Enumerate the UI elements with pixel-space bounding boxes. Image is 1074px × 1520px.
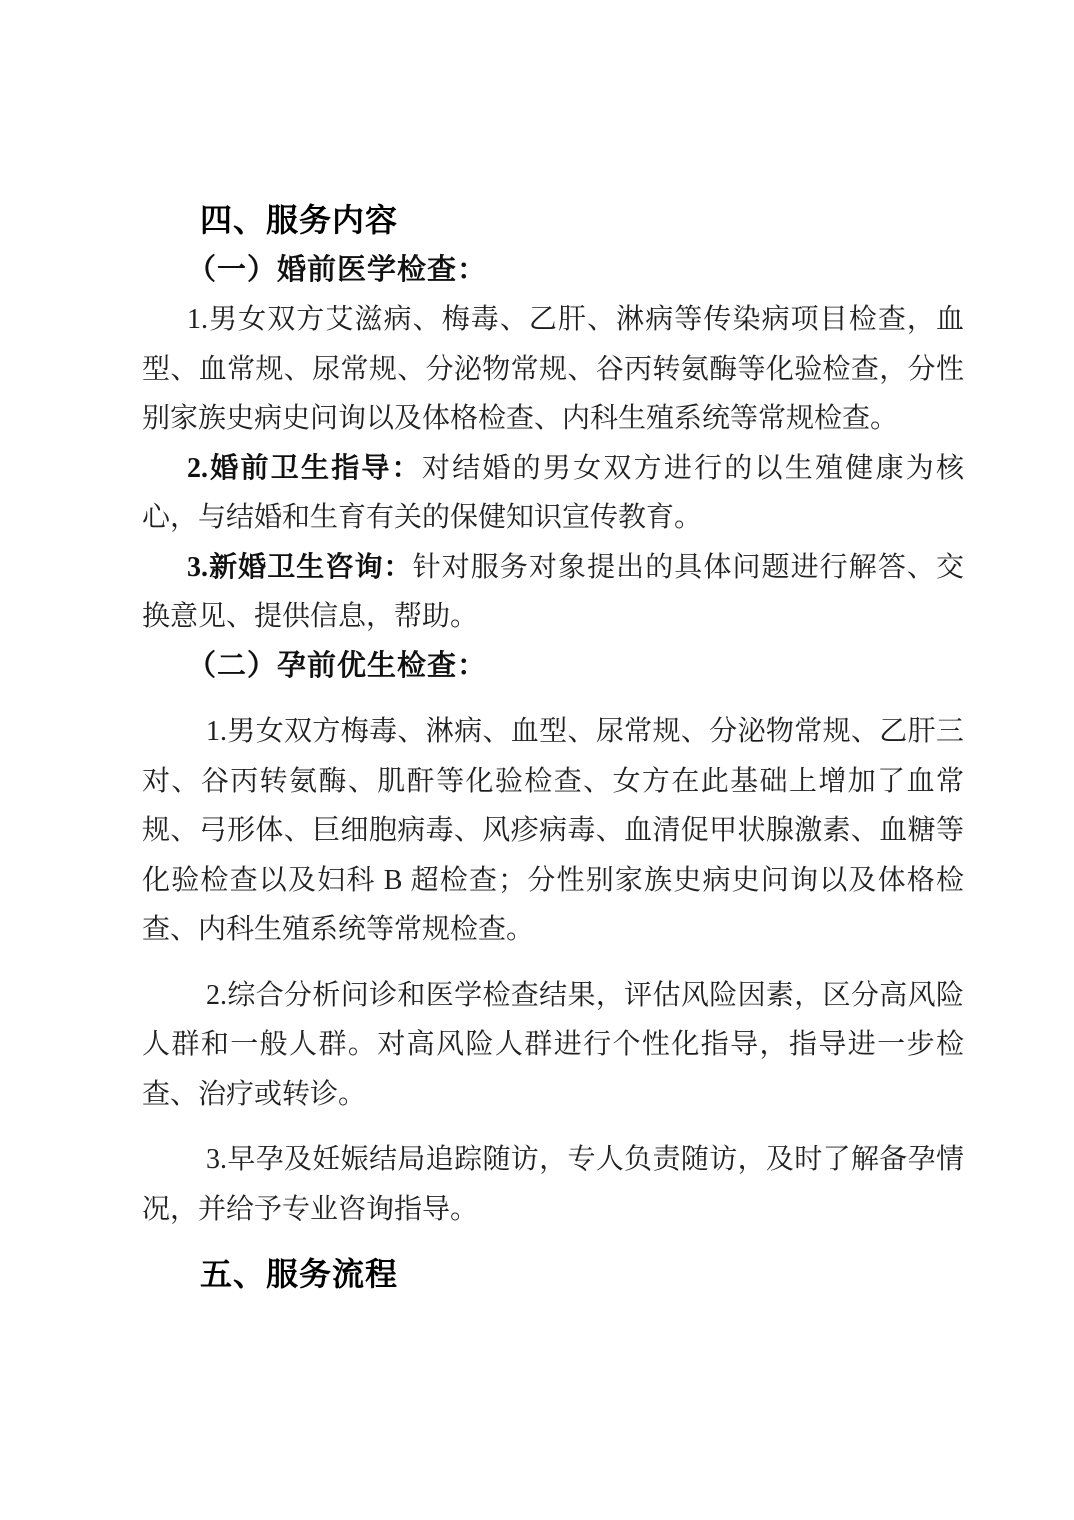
para-preconception-exam-items bbox=[142, 707, 964, 955]
subheading-premarital-medical-exam: （一）婚前医学检查： bbox=[187, 253, 488, 286]
para-risk-assessment bbox=[142, 971, 964, 1120]
document-content bbox=[142, 196, 964, 1300]
para-premarital-exam-items bbox=[142, 295, 964, 444]
para-lead: 3.新婚卫生咨询： bbox=[187, 551, 413, 583]
section-heading-service-content: 四、服务内容 bbox=[200, 202, 399, 238]
para-text: 对结婚的男女双方进行的以生殖健康为核心，与结婚和生育有关的保健知识宣传教育。 bbox=[142, 452, 964, 533]
para-text: 2.综合分析问诊和医学检查结果，评估风险因素，区分高风险人群和一般人群。对高风险人群进行个性化指导，指导进一步检查、治疗或转诊。 bbox=[142, 979, 964, 1110]
para-lead: 2.婚前卫生指导： bbox=[187, 452, 422, 484]
para-newlywed-health-consultation bbox=[142, 543, 964, 642]
section-heading-service-process: 五、服务流程 bbox=[200, 1256, 399, 1292]
subheading-preconception-exam: （二）孕前优生检查： bbox=[187, 649, 488, 682]
para-text: 3.早孕及妊娠结局追踪随访，专人负责随访，及时了解备孕情况，并给予专业咨询指导。 bbox=[142, 1144, 964, 1225]
para-premarital-health-guidance bbox=[142, 444, 964, 543]
para-text: 1.男女双方艾滋病、梅毒、乙肝、淋病等传染病项目检查，血型、血常规、尿常规、分泌物常规、谷丙转氨酶等化验检查，分性别家族史病史问询以及体格检查、内科生殖系统等常规检查。 bbox=[142, 304, 964, 434]
para-pregnancy-followup bbox=[142, 1135, 964, 1234]
para-text: 针对服务对象提出的具体问题进行解答、交换意见、提供信息，帮助。 bbox=[142, 551, 964, 632]
para-text: 1.男女双方梅毒、淋病、血型、尿常规、分泌物常规、乙肝三对、谷丙转氨酶、肌酐等化验检查、女方在此基础上增加了血常规、弓形体、巨细胞病毒、风疹病毒、血清促甲状腺激素、血糖等化验检查以及妇科 B 超检查；分性别家族史病史问询以及体格检查、内科生殖系统等常规检查。 bbox=[142, 716, 964, 945]
